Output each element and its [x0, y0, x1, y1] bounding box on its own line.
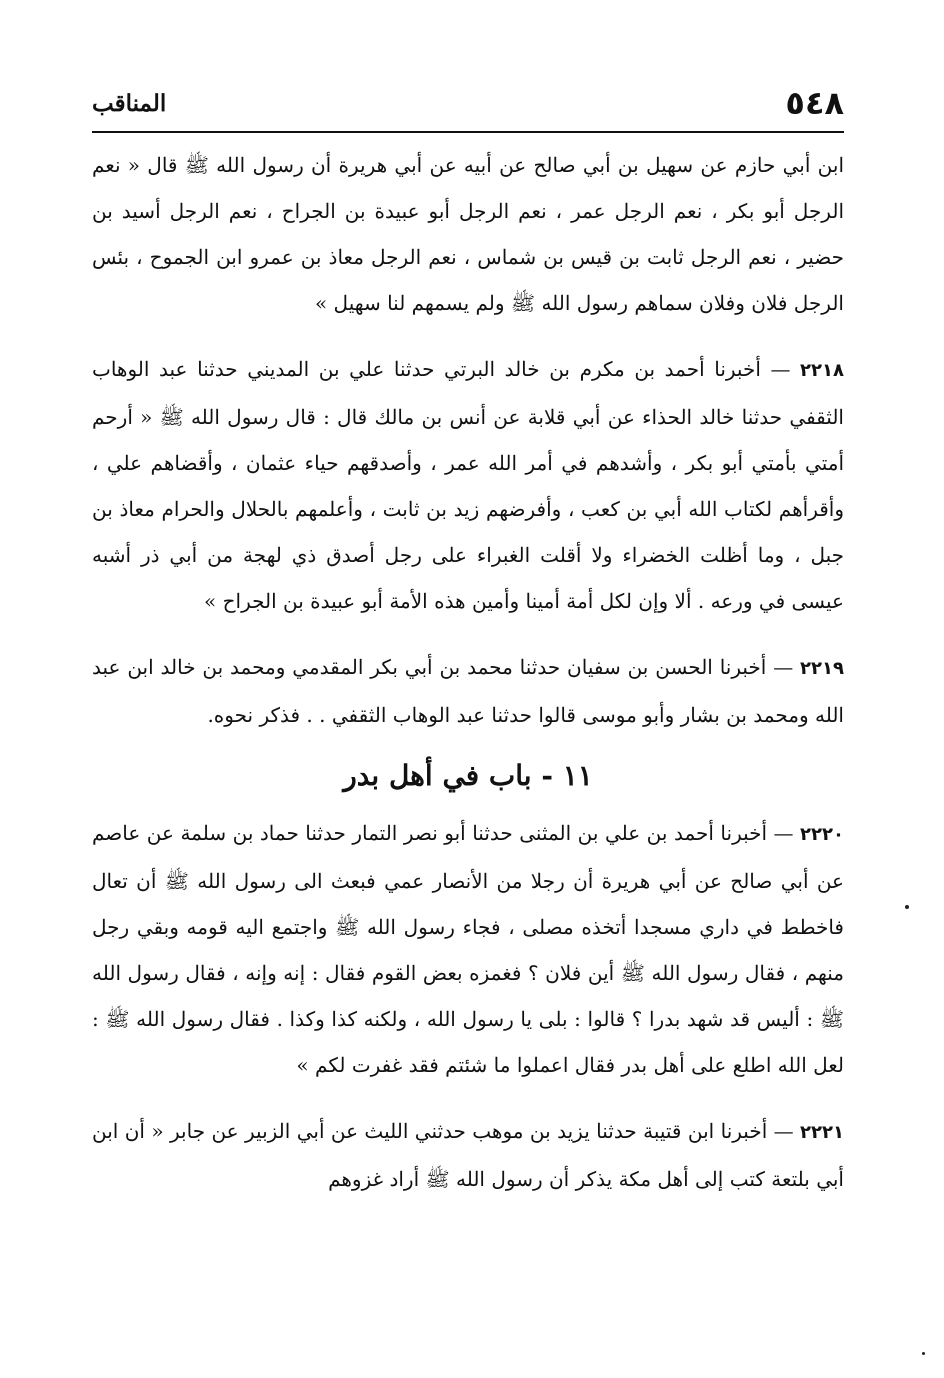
hadith-text: — أخبرنا أحمد بن علي بن المثنى حدثنا أبو نصر التمار حدثنا حماد بن سلمة عن عاصم عن أبي صالح عن أبي هريرة أن رجلا من الأنصار عمي فبعث الى رسول الله ﷺ أن تعال فاخطط في داري مسجدا أتخذه مصلى ، فجاء رسول الله ﷺ واجتمع اليه قومه وبقي رجل منهم ، فقال رسول الله ﷺ أين فلان ؟ فغمزه بعض القوم فقال : إنه وإنه ، فقال رسول الله ﷺ : أليس قد شهد بدرا ؟ قالوا : بلى يا رسول الله ، ولكنه كذا وكذا . فقال رسول الله ﷺ : لعل الله اطلع على أهل بدر فقال اعملوا ما شئتم فقد غفرت لكم »	[92, 821, 844, 1077]
hadith-2219	[92, 644, 844, 738]
chapter-heading: ١١ - باب في أهل بدر	[343, 759, 593, 792]
running-title: المناقب	[92, 90, 167, 117]
paragraph-gap	[92, 624, 844, 644]
hadith-text: — أخبرنا الحسن بن سفيان حدثنا محمد بن أبي بكر المقدمي ومحمد بن خالد ابن عبد الله ومحمد بن بشار وأبو موسى قالوا حدثنا عبد الوهاب الثقفي . . فذكر نحوه.	[92, 655, 844, 727]
page-number: ٥٤٨	[785, 84, 844, 122]
header-rule	[92, 131, 844, 133]
hadith-text: — أخبرنا أحمد بن مكرم بن خالد البرتي حدثنا علي بن المديني حدثنا عبد الوهاب الثقفي حدثنا خالد الحذاء عن أبي قلابة عن أنس بن مالك قال : قال رسول الله ﷺ « أرحم أمتي بأمتي أبو بكر ، وأشدهم في أمر الله عمر ، وأصدقهم حياء عثمان ، وأقضاهم علي ، وأقرأهم لكتاب الله أبي بن كعب ، وأفرضهم زيد بن ثابت ، وأعلمهم بالحلال والحرام معاذ بن جبل ، وما أظلت الخضراء ولا أقلت الغبراء على رجل أصدق ذي لهجة من أبي ذر أشبه عيسى في ورعه . ألا وإن لكل أمة أمينا وأمين هذه الأمة أبو عبيدة بن الجراح »	[92, 357, 844, 613]
hadith-number: ٢٢٢١	[800, 1122, 844, 1143]
hadith-number: ٢٢٢٠	[800, 824, 844, 845]
hadith-number: ٢٢١٩	[800, 658, 844, 679]
hadith-2221	[92, 1108, 844, 1202]
hadith-2220	[92, 810, 844, 1088]
paragraph-continued	[92, 142, 844, 326]
paragraph-gap	[92, 1088, 844, 1108]
page-header	[92, 80, 844, 130]
hadith-text: — أخبرنا ابن قتيبة حدثنا يزيد بن موهب حدثني الليث عن أبي الزبير عن جابر « أن ابن أبي بلتعة كتب إلى أهل مكة يذكر أن رسول الله ﷺ أراد غزوهم	[92, 1119, 844, 1191]
scan-speck	[905, 905, 909, 909]
page-body	[92, 142, 844, 1202]
paragraph-gap	[92, 326, 844, 346]
hadith-2218	[92, 346, 844, 624]
scan-speck	[922, 1352, 925, 1355]
paragraph-text: ابن أبي حازم عن سهيل بن أبي صالح عن أبيه عن أبي هريرة أن رسول الله ﷺ قال « نعم الرجل أبو بكر ، نعم الرجل عمر ، نعم الرجل أبو عبيدة بن الجراح ، نعم الرجل أسيد بن حضير ، نعم الرجل ثابت بن قيس بن شماس ، نعم الرجل معاذ بن عمرو ابن الجموح ، بئس الرجل فلان وفلان سماهم رسول الله ﷺ ولم يسمهم لنا سهيل »	[92, 153, 845, 315]
hadith-number: ٢٢١٨	[800, 360, 844, 381]
